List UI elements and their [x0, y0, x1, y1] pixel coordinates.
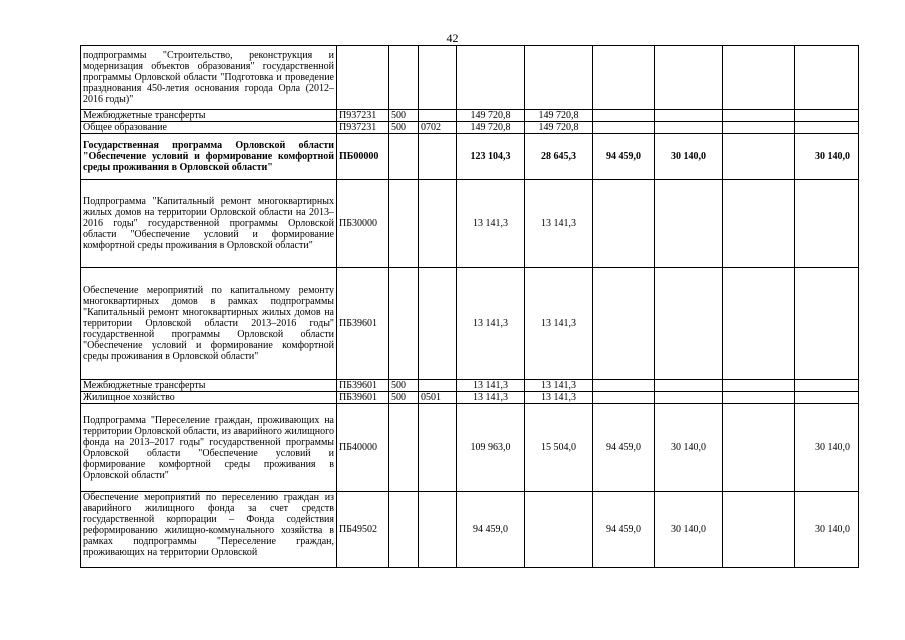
- row-sum-5: [723, 134, 795, 180]
- table-row: [81, 180, 859, 268]
- row-vr: [389, 46, 419, 110]
- row-sum-1: 13 141,3: [457, 268, 525, 380]
- row-code: [337, 46, 389, 110]
- row-code: ПБ40000: [337, 404, 389, 492]
- row-sum-5: [723, 492, 795, 568]
- row-vr: [389, 180, 419, 268]
- row-sum-1: 13 141,3: [457, 392, 525, 404]
- row-sum-2: 15 504,0: [525, 404, 593, 492]
- row-code: ПБ39601: [337, 268, 389, 380]
- row-sum-2: [525, 492, 593, 568]
- row-code: П937231: [337, 122, 389, 134]
- row-sum-2: 13 141,3: [525, 392, 593, 404]
- row-rz: 0702: [419, 122, 457, 134]
- row-sum-2: 13 141,3: [525, 380, 593, 392]
- row-sum-1: 13 141,3: [457, 380, 525, 392]
- row-sum-5: [723, 122, 795, 134]
- table-row: [81, 380, 859, 392]
- row-rz: [419, 134, 457, 180]
- row-sum-6: [795, 392, 859, 404]
- row-sum-4: 30 140,0: [655, 134, 723, 180]
- table-row: [81, 268, 859, 380]
- row-sum-5: [723, 392, 795, 404]
- row-sum-4: [655, 268, 723, 380]
- row-code: ПБ39601: [337, 380, 389, 392]
- row-name: Межбюджетные трансферты: [81, 380, 337, 392]
- row-sum-6: [795, 46, 859, 110]
- row-sum-6: 30 140,0: [795, 404, 859, 492]
- row-vr: [389, 134, 419, 180]
- table-row: [81, 492, 859, 568]
- row-name: Государственная программа Орловской области "Обеспечение условий и формирование комфортной среды проживания в Орловской области": [81, 134, 337, 180]
- row-vr: [389, 492, 419, 568]
- row-rz: [419, 110, 457, 122]
- row-sum-4: [655, 380, 723, 392]
- row-sum-2: 28 645,3: [525, 134, 593, 180]
- row-sum-1: 109 963,0: [457, 404, 525, 492]
- table-row: [81, 46, 859, 110]
- row-name: Жилищное хозяйство: [81, 392, 337, 404]
- page-number: 42: [446, 31, 459, 45]
- row-name: Подпрограмма "Переселение граждан, проживающих на территории Орловской области, из аварийного жилищного фонда на 2013–2017 годы" государственной программы Орловской области "Обеспечение условий и формирование комфортной среды проживания в Орловской области": [81, 404, 337, 492]
- row-sum-6: [795, 122, 859, 134]
- row-sum-4: 30 140,0: [655, 492, 723, 568]
- row-vr: 500: [389, 380, 419, 392]
- row-code: ПБ39601: [337, 392, 389, 404]
- row-sum-1: 149 720,8: [457, 110, 525, 122]
- row-name: Обеспечение мероприятий по капитальному ремонту многоквартирных домов в рамках подпрограммы "Капитальный ремонт многоквартирных жилых домов на территории Орловской области 2013–2016 годы" государственной программы Орловской области "Обеспечение условий и формирование комфортной среды проживания в Орловской области": [81, 268, 337, 380]
- row-code: ПБ49502: [337, 492, 389, 568]
- row-rz: [419, 180, 457, 268]
- row-sum-5: [723, 380, 795, 392]
- budget-table: [80, 45, 859, 568]
- row-name: Обеспечение мероприятий по переселению граждан из аварийного жилищного фонда за счет средств государственной корпорации – Фонда содействия реформированию жилищно-коммунального хозяйства в рамках подпрограммы "Переселение граждан, проживающих на территории Орловской: [81, 492, 337, 568]
- row-sum-4: 30 140,0: [655, 404, 723, 492]
- row-sum-6: [795, 110, 859, 122]
- row-vr: [389, 268, 419, 380]
- row-sum-5: [723, 110, 795, 122]
- row-sum-1: 149 720,8: [457, 122, 525, 134]
- row-rz: [419, 380, 457, 392]
- row-sum-3: [593, 180, 655, 268]
- row-sum-5: [723, 404, 795, 492]
- row-sum-3: [593, 392, 655, 404]
- row-code: ПБ00000: [337, 134, 389, 180]
- row-sum-4: [655, 392, 723, 404]
- table-row: [81, 110, 859, 122]
- row-sum-4: [655, 110, 723, 122]
- row-vr: 500: [389, 110, 419, 122]
- row-sum-5: [723, 268, 795, 380]
- row-name: Общее образование: [81, 122, 337, 134]
- row-sum-6: [795, 268, 859, 380]
- row-sum-1: [457, 46, 525, 110]
- row-sum-6: [795, 180, 859, 268]
- row-rz: [419, 404, 457, 492]
- row-sum-3: 94 459,0: [593, 492, 655, 568]
- row-sum-2: 149 720,8: [525, 110, 593, 122]
- row-sum-2: 13 141,3: [525, 268, 593, 380]
- row-sum-3: [593, 268, 655, 380]
- row-sum-3: [593, 122, 655, 134]
- row-sum-3: 94 459,0: [593, 404, 655, 492]
- row-name: Подпрограмма "Капитальный ремонт многоквартирных жилых домов на территории Орловской области на 2013–2016 годы" государственной программы Орловской области "Обеспечение условий и формирование комфортной среды проживания в Орловской области": [81, 180, 337, 268]
- row-sum-5: [723, 46, 795, 110]
- row-code: ПБ30000: [337, 180, 389, 268]
- row-sum-3: [593, 380, 655, 392]
- row-sum-3: 94 459,0: [593, 134, 655, 180]
- row-sum-3: [593, 110, 655, 122]
- table-row: [81, 392, 859, 404]
- row-sum-2: [525, 46, 593, 110]
- row-sum-1: 13 141,3: [457, 180, 525, 268]
- row-rz: 0501: [419, 392, 457, 404]
- table-row: [81, 134, 859, 180]
- row-sum-4: [655, 46, 723, 110]
- row-sum-6: 30 140,0: [795, 492, 859, 568]
- row-sum-4: [655, 122, 723, 134]
- table-row: [81, 122, 859, 134]
- row-vr: 500: [389, 122, 419, 134]
- row-sum-1: 94 459,0: [457, 492, 525, 568]
- row-sum-4: [655, 180, 723, 268]
- row-sum-5: [723, 180, 795, 268]
- row-rz: [419, 46, 457, 110]
- row-name: подпрограммы "Строительство, реконструкция и модернизация объектов образования" государственной программы Орловской области "Подготовка и проведение празднования 450-летия основания города Орла (2012–2016 годы)": [81, 46, 337, 110]
- row-vr: 500: [389, 392, 419, 404]
- row-sum-2: 13 141,3: [525, 180, 593, 268]
- row-vr: [389, 404, 419, 492]
- row-code: П937231: [337, 110, 389, 122]
- row-sum-6: 30 140,0: [795, 134, 859, 180]
- row-sum-2: 149 720,8: [525, 122, 593, 134]
- row-name: Межбюджетные трансферты: [81, 110, 337, 122]
- table-row: [81, 404, 859, 492]
- row-rz: [419, 492, 457, 568]
- row-sum-1: 123 104,3: [457, 134, 525, 180]
- row-sum-6: [795, 380, 859, 392]
- row-rz: [419, 268, 457, 380]
- row-sum-3: [593, 46, 655, 110]
